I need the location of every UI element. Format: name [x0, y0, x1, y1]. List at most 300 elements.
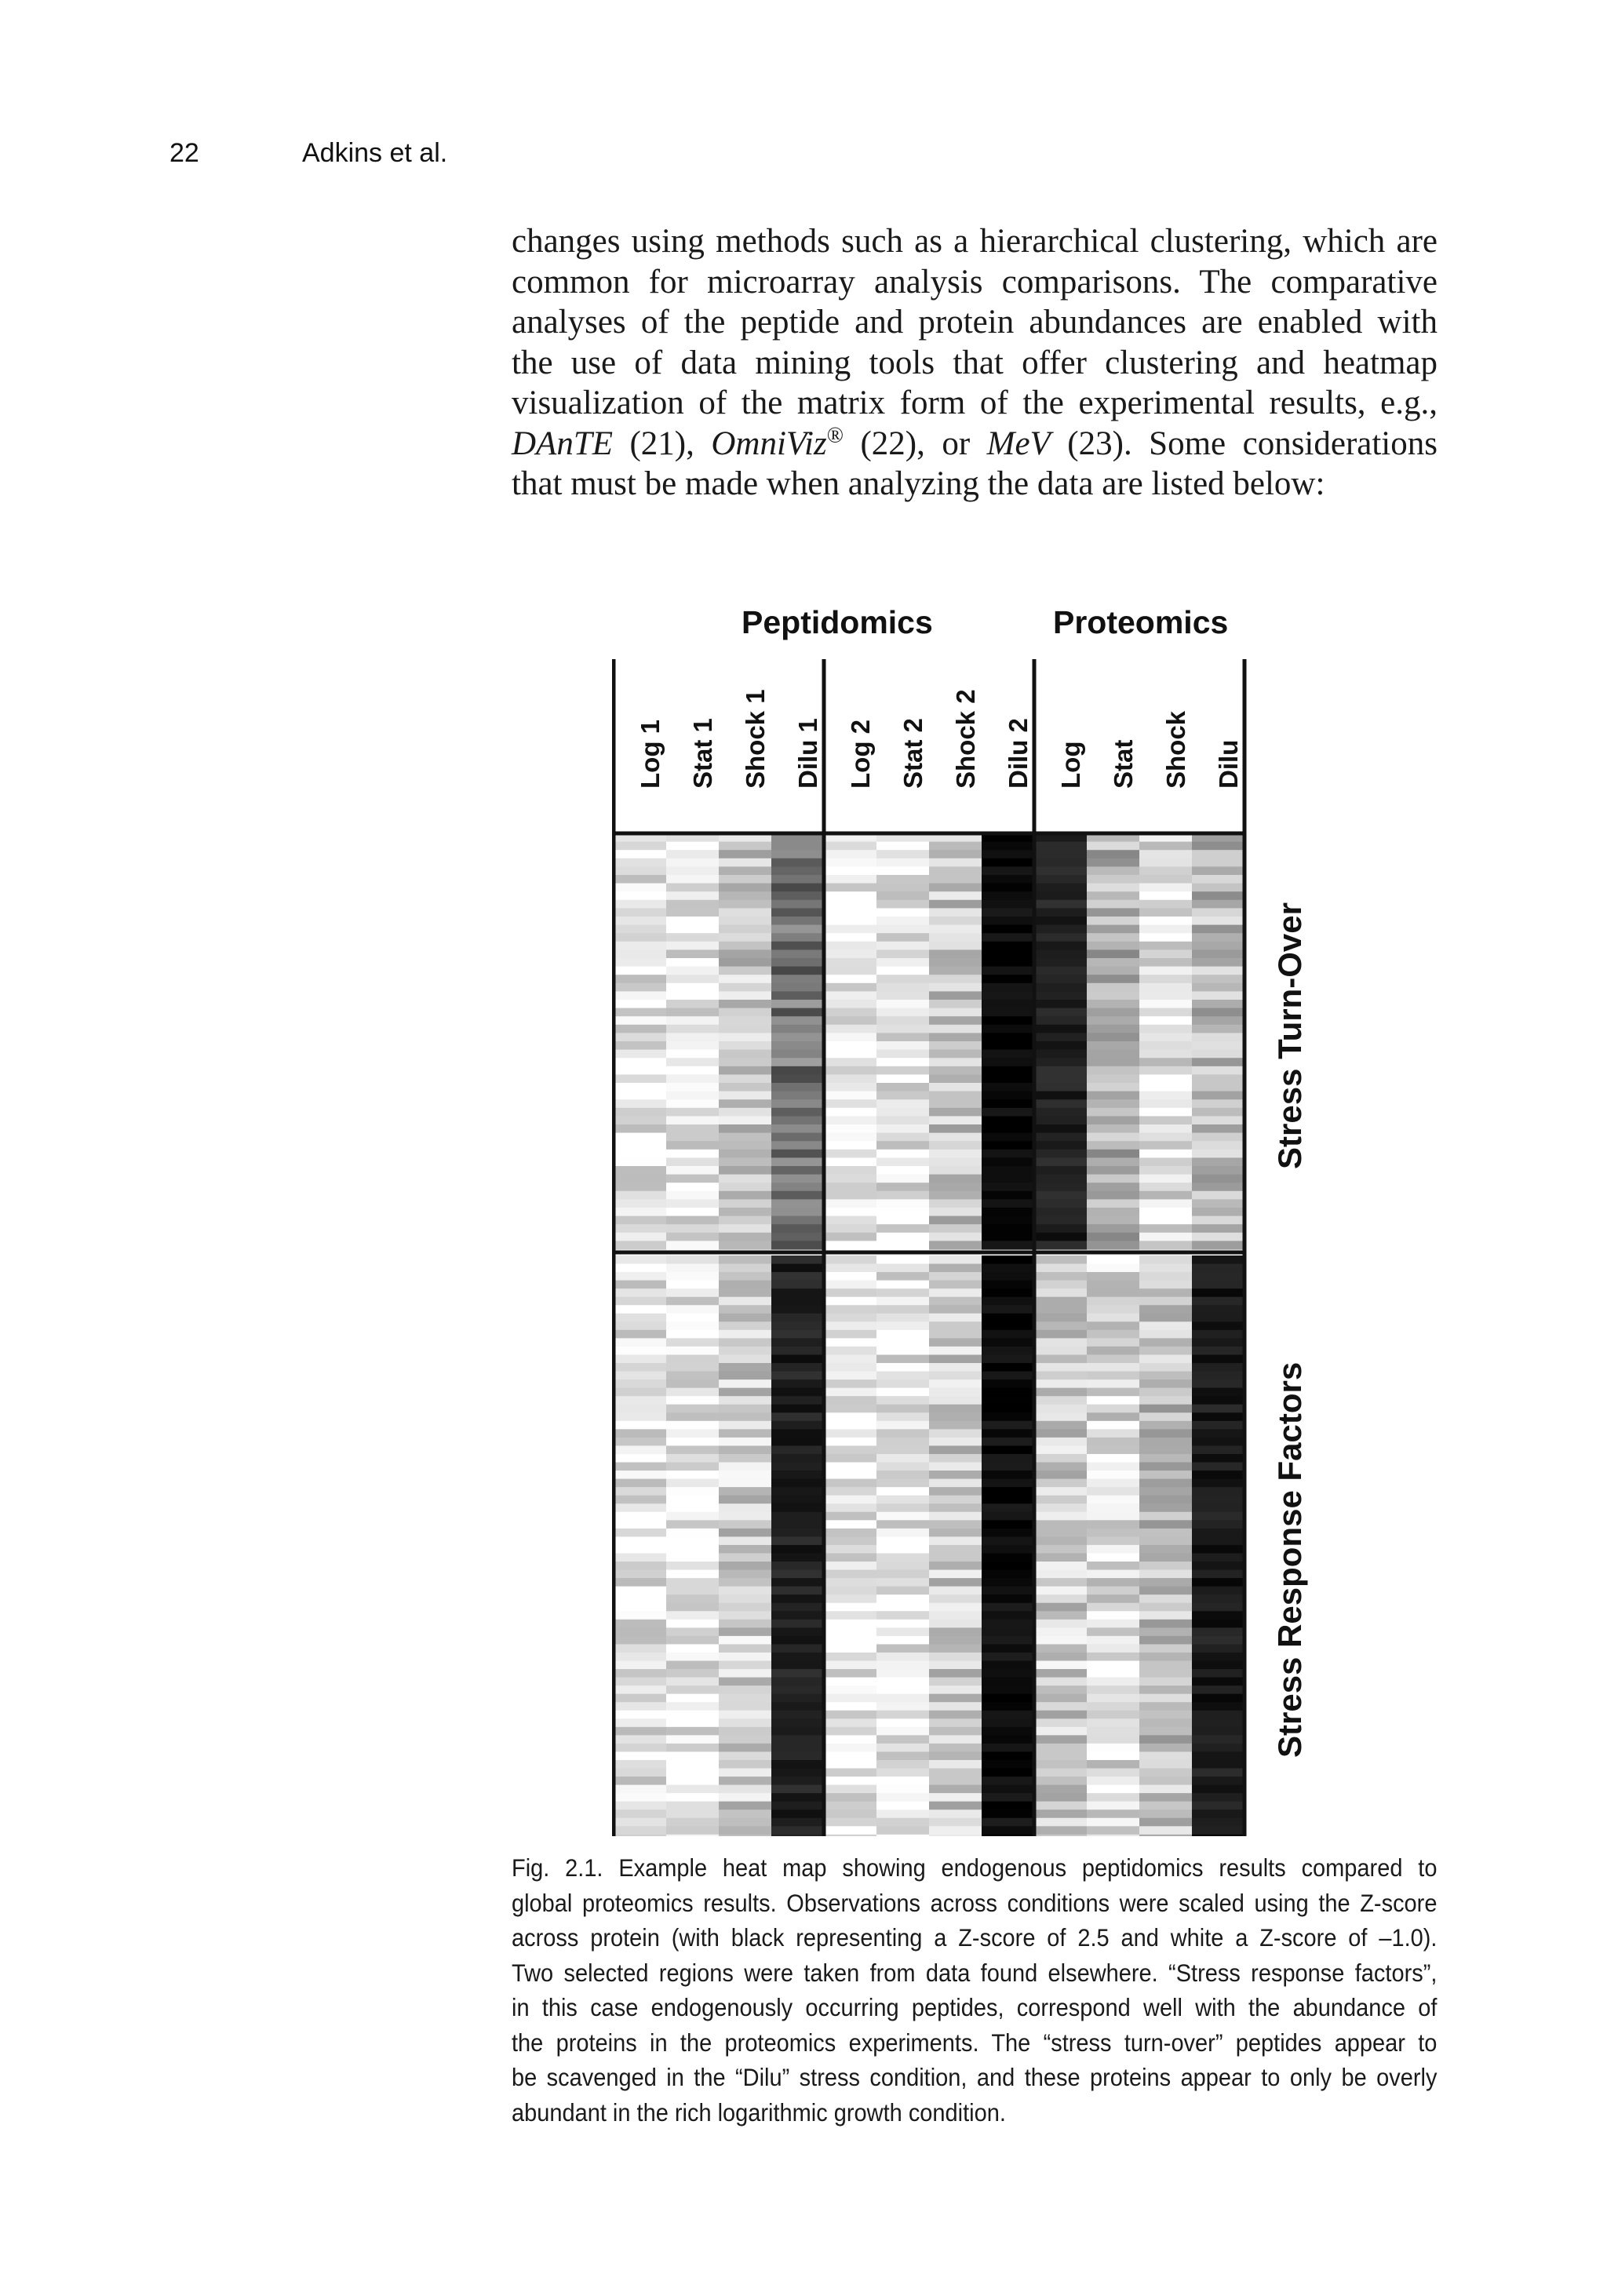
heatmap-cell	[824, 875, 876, 884]
heatmap-cell	[614, 1233, 666, 1241]
heatmap-cell	[1192, 1660, 1244, 1669]
heatmap-cell	[876, 1611, 929, 1620]
body-text-fragment: (22), or	[843, 425, 987, 462]
column-label: Stat	[1109, 739, 1138, 789]
body-paragraph	[512, 221, 1438, 505]
heatmap-cell	[929, 1429, 982, 1438]
heatmap-cell	[1034, 1636, 1087, 1645]
heatmap-cell	[929, 1793, 982, 1802]
heatmap-cell	[1087, 925, 1139, 934]
heatmap-cell	[1139, 1587, 1192, 1595]
heatmap-cell	[1087, 1050, 1139, 1059]
heatmap-cell	[771, 1199, 824, 1208]
heatmap-cell	[824, 1463, 876, 1471]
heatmap-cell	[666, 1272, 719, 1281]
heatmap-cell	[719, 1388, 771, 1397]
heatmap-cell	[929, 1066, 982, 1075]
heatmap-cell	[982, 1166, 1034, 1175]
heatmap-cell	[719, 1438, 771, 1446]
heatmap-cell	[771, 1512, 824, 1521]
heatmap-cell	[719, 1760, 771, 1769]
heatmap-cell	[824, 1636, 876, 1645]
body-line: visualization of the matrix form of the experimental results, e.g.,	[512, 384, 1438, 421]
heatmap-cell	[982, 1288, 1034, 1297]
heatmap-cell	[929, 1835, 982, 1836]
heatmap-cell	[982, 1503, 1034, 1512]
heatmap-cell	[771, 958, 824, 967]
heatmap-cell	[1087, 1372, 1139, 1380]
heatmap-cell	[614, 1330, 666, 1339]
heatmap-cell	[876, 1208, 929, 1216]
heatmap-cell	[1192, 1669, 1244, 1678]
heatmap-cell	[1034, 1454, 1087, 1463]
heatmap-cell	[1034, 1264, 1087, 1273]
heatmap-cell	[614, 1669, 666, 1678]
heatmap-cell	[1087, 1108, 1139, 1117]
heatmap-cell	[1087, 1835, 1139, 1836]
heatmap-cell	[666, 925, 719, 934]
heatmap-cell	[929, 1305, 982, 1314]
heatmap-cell	[614, 1777, 666, 1785]
heatmap-cell	[1139, 1033, 1192, 1041]
heatmap-cell	[719, 1445, 771, 1454]
heatmap-cell	[614, 958, 666, 967]
heatmap-cell	[719, 1479, 771, 1488]
heatmap-cell	[982, 1216, 1034, 1225]
heatmap-cell	[666, 1050, 719, 1059]
heatmap-cell	[929, 991, 982, 1000]
heatmap-cell	[929, 1297, 982, 1306]
heatmap-cell	[614, 1520, 666, 1529]
heatmap-cell	[824, 942, 876, 950]
heatmap-cell	[929, 850, 982, 858]
heatmap-cell	[771, 900, 824, 909]
heatmap-cell	[666, 1183, 719, 1191]
heatmap-cell	[614, 1620, 666, 1628]
heatmap-cell	[1087, 1241, 1139, 1249]
heatmap-cell	[1087, 1297, 1139, 1306]
heatmap-cell	[1034, 1760, 1087, 1769]
heatmap-cell	[719, 1520, 771, 1529]
heatmap-cell	[666, 1686, 719, 1694]
heatmap-cell	[982, 1379, 1034, 1388]
heatmap-cell	[771, 1016, 824, 1025]
heatmap-cell	[1139, 1536, 1192, 1545]
heatmap-cell	[719, 866, 771, 875]
heatmap-cell	[1192, 1354, 1244, 1363]
heatmap-cell	[1034, 1479, 1087, 1488]
heatmap-cell	[1139, 1133, 1192, 1142]
heatmap-cell	[876, 1338, 929, 1347]
heatmap-cell	[666, 1347, 719, 1355]
heatmap-cell	[1139, 1421, 1192, 1430]
heatmap-cell	[771, 1711, 824, 1719]
heatmap-cell	[1139, 1529, 1192, 1537]
heatmap-cell	[666, 1066, 719, 1075]
heatmap-cell	[1087, 1183, 1139, 1191]
heatmap-cell	[982, 1694, 1034, 1703]
heatmap-cell	[1087, 1660, 1139, 1669]
heatmap-cell	[824, 1175, 876, 1183]
heatmap-cell	[666, 1653, 719, 1661]
heatmap-cell	[1034, 1678, 1087, 1686]
heatmap-cell	[719, 884, 771, 892]
heatmap-cell	[771, 1760, 824, 1769]
heatmap-cell	[1192, 891, 1244, 900]
heatmap-cell	[876, 1297, 929, 1306]
heatmap-cell	[666, 1669, 719, 1678]
heatmap-cell	[614, 1157, 666, 1166]
heatmap-cell	[1034, 1627, 1087, 1636]
heatmap-cell	[614, 1124, 666, 1133]
heatmap-cell	[1139, 1412, 1192, 1421]
heatmap-cell	[719, 1711, 771, 1719]
heatmap-cell	[614, 1686, 666, 1694]
heatmap-cell	[666, 1083, 719, 1092]
heatmap-cell	[1087, 933, 1139, 942]
heatmap-cell	[666, 949, 719, 958]
heatmap-cell	[666, 967, 719, 975]
heatmap-cell	[929, 1512, 982, 1521]
heatmap-cell	[614, 991, 666, 1000]
heatmap-cell	[719, 1150, 771, 1158]
heatmap-cell	[876, 1224, 929, 1233]
heatmap-cell	[719, 1363, 771, 1372]
heatmap-cell	[666, 1545, 719, 1554]
heatmap-cell	[929, 1363, 982, 1372]
heatmap-cell	[929, 1620, 982, 1628]
heatmap-cell	[771, 1208, 824, 1216]
heatmap-cell	[771, 925, 824, 934]
heatmap-cell	[1087, 1347, 1139, 1355]
heatmap-cell	[824, 1157, 876, 1166]
heatmap-cell	[1087, 1041, 1139, 1050]
heatmap-cell	[614, 1099, 666, 1108]
heatmap-cell	[1034, 1133, 1087, 1142]
heatmap-cell	[1034, 1092, 1087, 1100]
heatmap-cell	[982, 1496, 1034, 1504]
heatmap-cell	[876, 1016, 929, 1025]
heatmap-cell	[1139, 1050, 1192, 1059]
heatmap-cell	[824, 1000, 876, 1008]
heatmap-cell	[1034, 925, 1087, 934]
heatmap-cell	[1087, 1175, 1139, 1183]
heatmap-cell	[1034, 1429, 1087, 1438]
heatmap-cell	[876, 1562, 929, 1570]
heatmap-cell	[614, 1141, 666, 1150]
heatmap-cell	[614, 1529, 666, 1537]
heatmap-cell	[929, 884, 982, 892]
heatmap-cell	[876, 1216, 929, 1225]
heatmap-cell	[1192, 1570, 1244, 1579]
heatmap-cell	[666, 1636, 719, 1645]
heatmap-cell	[1087, 1562, 1139, 1570]
heatmap-cell	[1034, 1660, 1087, 1669]
heatmap-cell	[719, 1702, 771, 1711]
heatmap-cell	[982, 866, 1034, 875]
heatmap-cell	[824, 1133, 876, 1142]
heatmap-cell	[771, 1471, 824, 1479]
heatmap-cell	[1139, 1347, 1192, 1355]
heatmap-cell	[1087, 1454, 1139, 1463]
caption-line: abundant in the rich logarithmic growth condition.	[512, 2097, 1006, 2127]
body-line	[512, 424, 1438, 465]
heatmap-cell	[1192, 958, 1244, 967]
heatmap-cell	[614, 975, 666, 983]
heatmap-cell	[614, 1678, 666, 1686]
heatmap-cell	[771, 983, 824, 992]
heatmap-cell	[1034, 1702, 1087, 1711]
heatmap-cell	[982, 1314, 1034, 1322]
heatmap-cell	[614, 891, 666, 900]
heatmap-cell	[929, 1529, 982, 1537]
heatmap-cell	[876, 908, 929, 917]
heatmap-cell	[929, 1751, 982, 1760]
heatmap-cell	[1139, 1471, 1192, 1479]
heatmap-cell	[929, 1208, 982, 1216]
heatmap-cell	[771, 1372, 824, 1380]
heatmap-cell	[929, 1141, 982, 1150]
heatmap-cell	[771, 850, 824, 858]
heatmap-cell	[982, 1141, 1034, 1150]
heatmap-cell	[876, 1166, 929, 1175]
heatmap-cell	[982, 1520, 1034, 1529]
heatmap-cell	[1087, 1354, 1139, 1363]
heatmap-cell	[876, 1777, 929, 1785]
heatmap-cell	[666, 1199, 719, 1208]
heatmap-cell	[614, 949, 666, 958]
heatmap-cell	[824, 1578, 876, 1587]
heatmap-cell	[1139, 1041, 1192, 1050]
heatmap-cell	[719, 1338, 771, 1347]
heatmap-cell	[771, 858, 824, 867]
heatmap-cell	[824, 1818, 876, 1827]
heatmap-cell	[824, 1611, 876, 1620]
heatmap-cell	[824, 1305, 876, 1314]
heatmap-cell	[1034, 1445, 1087, 1454]
heatmap-cell	[929, 1183, 982, 1191]
heatmap-cell	[666, 1033, 719, 1041]
heatmap-cell	[824, 1083, 876, 1092]
heatmap-cell	[666, 1603, 719, 1612]
heatmap-cell	[666, 1338, 719, 1347]
heatmap-cell	[719, 1454, 771, 1463]
heatmap-cell	[614, 1396, 666, 1405]
heatmap-cell	[666, 1297, 719, 1306]
heatmap-cell	[771, 1735, 824, 1744]
heatmap-cell	[771, 1826, 824, 1835]
heatmap-cell	[614, 1166, 666, 1175]
heatmap-cell	[719, 1744, 771, 1752]
heatmap-cell	[666, 1016, 719, 1025]
heatmap-cell	[771, 1050, 824, 1059]
heatmap-cell	[982, 1412, 1034, 1421]
heatmap-cell	[982, 1183, 1034, 1191]
heatmap-cell	[614, 858, 666, 867]
heatmap-cell	[876, 1092, 929, 1100]
heatmap-cell	[614, 1536, 666, 1545]
heatmap-cell	[929, 1644, 982, 1653]
heatmap-cell	[1087, 1166, 1139, 1175]
heatmap-cell	[876, 900, 929, 909]
heatmap-cell	[876, 1354, 929, 1363]
heatmap-cell	[1139, 908, 1192, 917]
heatmap-cell	[982, 1281, 1034, 1289]
heatmap-cell	[614, 1718, 666, 1727]
heatmap-cell	[666, 858, 719, 867]
heatmap-cell	[824, 925, 876, 934]
heatmap-cell	[824, 850, 876, 858]
heatmap-cell	[1192, 900, 1244, 909]
heatmap-cell	[614, 1050, 666, 1059]
heatmap-cell	[771, 1256, 824, 1264]
heatmap-cell	[982, 1041, 1034, 1050]
heatmap-cell	[1192, 1124, 1244, 1133]
heatmap-cell	[824, 1116, 876, 1124]
heatmap-cell	[719, 1347, 771, 1355]
heatmap-cell	[1139, 1760, 1192, 1769]
heatmap-cell	[929, 1372, 982, 1380]
heatmap-cell	[1139, 1463, 1192, 1471]
heatmap-cell	[666, 1744, 719, 1752]
heatmap-cell	[614, 1256, 666, 1264]
heatmap-cell	[876, 1099, 929, 1108]
heatmap-cell	[719, 1241, 771, 1249]
heatmap-cell	[1192, 858, 1244, 867]
heatmap-cell	[1192, 1379, 1244, 1388]
heatmap-cell	[824, 866, 876, 875]
heatmap-cell	[929, 917, 982, 925]
heatmap-cell	[824, 1166, 876, 1175]
heatmap-cell	[614, 900, 666, 909]
heatmap-cell	[719, 1050, 771, 1059]
heatmap-cell	[824, 1793, 876, 1802]
heatmap-cell	[666, 991, 719, 1000]
heatmap-cell	[719, 1694, 771, 1703]
heatmap-cell	[666, 1241, 719, 1249]
heatmap-cell	[1192, 1216, 1244, 1225]
heatmap-cell	[719, 991, 771, 1000]
heatmap-cell	[1034, 900, 1087, 909]
heatmap-cell	[1087, 1388, 1139, 1397]
heatmap-cell	[771, 1751, 824, 1760]
heatmap-cell	[1139, 1396, 1192, 1405]
heatmap-cell	[982, 1175, 1034, 1183]
heatmap-cell	[771, 1379, 824, 1388]
heatmap-cell	[982, 1321, 1034, 1330]
heatmap-cell	[982, 1116, 1034, 1124]
heatmap-cell	[929, 1562, 982, 1570]
heatmap-cell	[929, 1216, 982, 1225]
heatmap-cell	[876, 983, 929, 992]
heatmap-cell	[1034, 1338, 1087, 1347]
heatmap-cell	[1087, 1233, 1139, 1241]
heatmap-cell	[719, 1751, 771, 1760]
heatmap-cell	[876, 1405, 929, 1413]
heatmap-cell	[771, 1835, 824, 1836]
heatmap-cell	[982, 1354, 1034, 1363]
heatmap-cell	[719, 1281, 771, 1289]
heatmap-cell	[982, 1256, 1034, 1264]
heatmap-cell	[1192, 933, 1244, 942]
heatmap-cell	[824, 1760, 876, 1769]
heatmap-cell	[1139, 1694, 1192, 1703]
heatmap-cell	[824, 1627, 876, 1636]
heatmap-cell	[876, 884, 929, 892]
heatmap-cell	[614, 1445, 666, 1454]
body-text-fragment: (21),	[613, 425, 712, 462]
heatmap-cell	[1139, 1092, 1192, 1100]
heatmap-cell	[1139, 1175, 1192, 1183]
heatmap-cell	[1087, 1033, 1139, 1041]
heatmap-cell	[1139, 1199, 1192, 1208]
heatmap-cell	[929, 1578, 982, 1587]
heatmap-cell	[771, 1578, 824, 1587]
heatmap-cell	[1139, 1150, 1192, 1158]
heatmap-cell	[1034, 1297, 1087, 1306]
heatmap-cell	[666, 1611, 719, 1620]
heatmap-cell	[824, 1520, 876, 1529]
heatmap-cell	[771, 1496, 824, 1504]
heatmap-cell	[719, 1503, 771, 1512]
heatmap-cell	[1192, 1545, 1244, 1554]
heatmap-cell	[1192, 1686, 1244, 1694]
heatmap-cell	[1192, 1083, 1244, 1092]
heatmap-cell	[614, 1016, 666, 1025]
heatmap-cell	[1139, 1025, 1192, 1033]
heatmap-cell	[876, 1191, 929, 1200]
heatmap-cell	[876, 1438, 929, 1446]
heatmap-cell	[929, 1553, 982, 1562]
heatmap-cell	[614, 1454, 666, 1463]
heatmap-cell	[1139, 1777, 1192, 1785]
heatmap-cell	[1087, 1694, 1139, 1703]
registered-mark: ®	[826, 423, 844, 448]
heatmap-cell	[771, 1620, 824, 1628]
heatmap-cell	[929, 1545, 982, 1554]
heatmap-cell	[719, 933, 771, 942]
heatmap-cell	[1139, 1835, 1192, 1836]
heatmap-cell	[876, 1463, 929, 1471]
heatmap-cell	[929, 1405, 982, 1413]
heatmap-cell	[1192, 1627, 1244, 1636]
heatmap-cell	[1087, 1199, 1139, 1208]
heatmap-cell	[1139, 958, 1192, 967]
heatmap-cell	[876, 1735, 929, 1744]
heatmap-cell	[771, 1636, 824, 1645]
heatmap-cell	[876, 1116, 929, 1124]
heatmap-cell	[824, 1338, 876, 1347]
heatmap-cell	[719, 1809, 771, 1818]
heatmap-cell	[929, 1479, 982, 1488]
heatmap-cell	[1139, 1454, 1192, 1463]
heatmap-cell	[982, 1660, 1034, 1669]
heatmap-cell	[719, 1396, 771, 1405]
heatmap-cell	[929, 842, 982, 851]
heatmap-cell	[719, 1835, 771, 1836]
heatmap-cell	[824, 1769, 876, 1777]
heatmap-cell	[824, 1041, 876, 1050]
heatmap-cell	[614, 1092, 666, 1100]
heatmap-cell	[982, 1777, 1034, 1785]
heatmap-cell	[1087, 1016, 1139, 1025]
heatmap-cell	[1139, 1562, 1192, 1570]
heatmap-cell	[1192, 842, 1244, 851]
heatmap-cell	[614, 1793, 666, 1802]
heatmap-cell	[1192, 1751, 1244, 1760]
heatmap-cell	[929, 1150, 982, 1158]
heatmap-cell	[771, 1305, 824, 1314]
